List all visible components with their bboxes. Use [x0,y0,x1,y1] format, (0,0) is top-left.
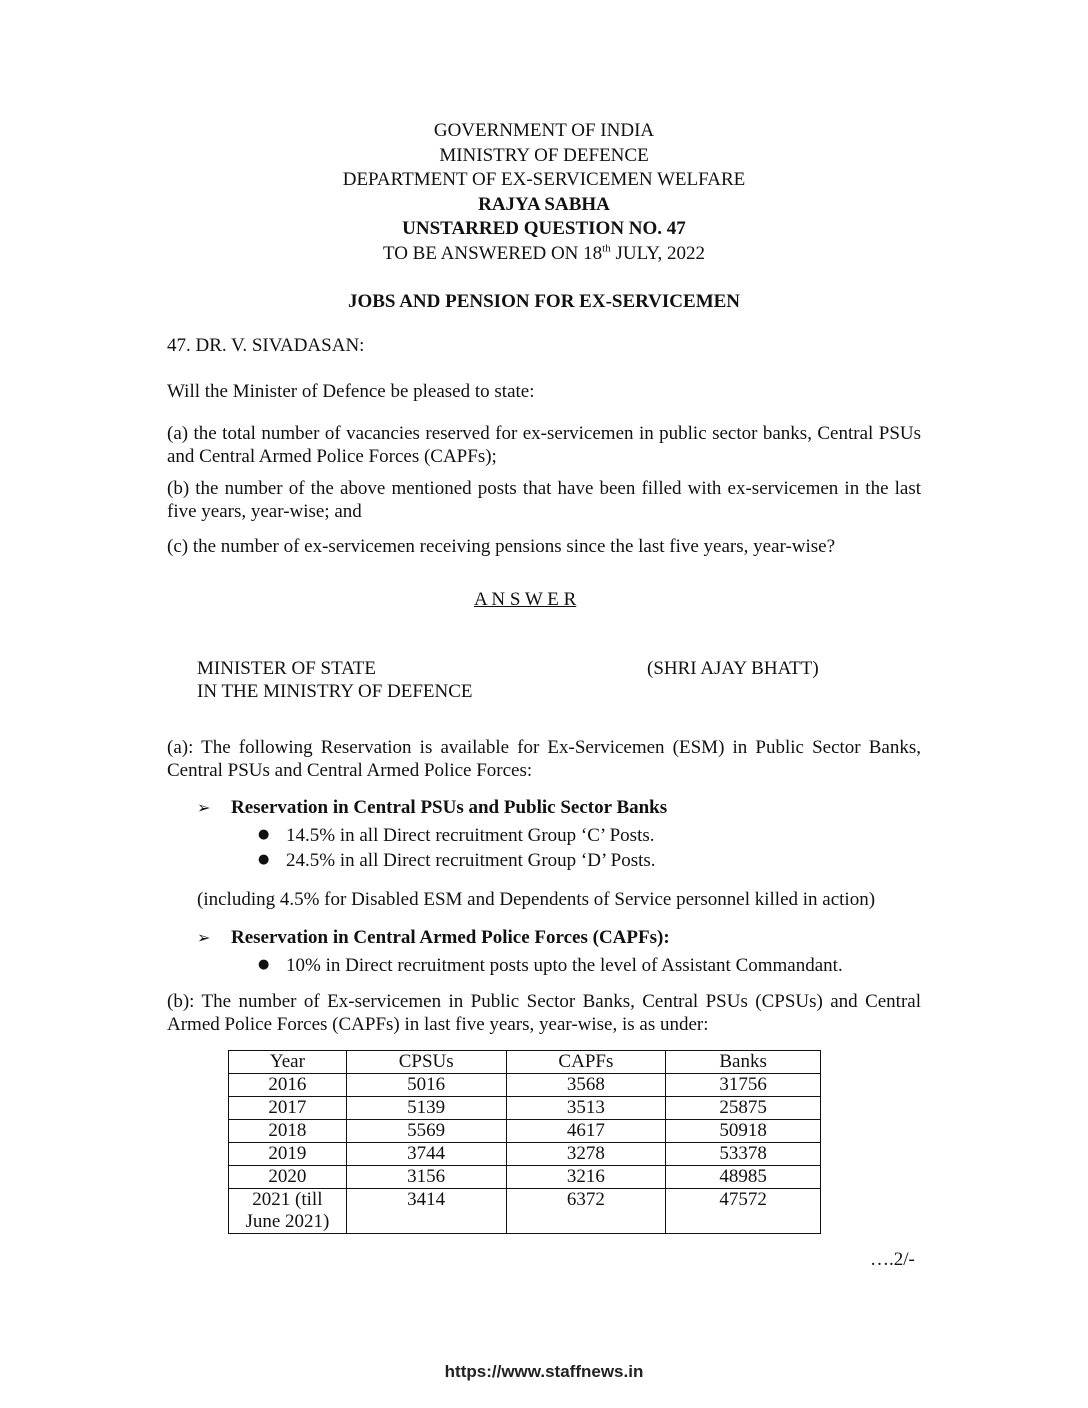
footer-url[interactable]: https://www.staffnews.in [444,1362,644,1381]
table-header-row [229,1051,821,1074]
table-cell-banks: 50918 [666,1120,821,1143]
table-cell-capfs: 6372 [506,1189,666,1234]
table-cell-capfs: 3568 [506,1074,666,1097]
section1-heading: ➢ Reservation in Central PSUs and Public Sector Banks [197,797,668,818]
table-cell-capfs: 4617 [506,1120,666,1143]
table-cell-banks: 48985 [666,1166,821,1189]
bullet-dot-icon: ● [258,957,270,972]
subject-title: JOBS AND PENSION FOR EX-SERVICEMEN [347,291,741,312]
header-answer-date: TO BE ANSWERED ON 18th JULY, 2022 [382,242,706,264]
table-row [229,1074,821,1097]
section1-bullet-1: 14.5% in all Direct recruitment Group ‘C’ Posts. [286,825,655,846]
table-row [229,1120,821,1143]
arrow-bullet-icon: ➢ [197,928,211,947]
document-header [0,119,1088,266]
table-cell-cpsus: 3744 [346,1143,506,1166]
question-part-c: (c) the number of ex-servicemen receiving pensions since the last five years, year-wise? [167,536,836,557]
table-cell-banks: 31756 [666,1074,821,1097]
table-cell-cpsus: 5139 [346,1097,506,1120]
table-row [229,1166,821,1189]
question-part-b: (b) the number of the above mentioned posts that have been filled with ex-servicemen in the last five years, year-wise; and [167,478,921,522]
header-question-number: UNSTARRED QUESTION NO. 47 [402,218,686,239]
table-cell-capfs: 3278 [506,1143,666,1166]
header-department: DEPARTMENT OF EX-SERVICEMEN WELFARE [342,169,746,190]
section1-note: (including 4.5% for Disabled ESM and Dependents of Service personnel killed in action) [197,889,876,910]
minister-title-line2: IN THE MINISTRY OF DEFENCE [197,681,473,702]
table-cell-banks: 53378 [666,1143,821,1166]
header-government: GOVERNMENT OF INDIA [433,120,655,141]
header-ministry: MINISTRY OF DEFENCE [439,144,649,166]
table-cell-year: 2019 [229,1143,347,1166]
table-header-cell: Year [229,1051,347,1074]
table-cell-year: 2017 [229,1097,347,1120]
table-cell-cpsus: 5569 [346,1120,506,1143]
table-header-cell: CPSUs [346,1051,506,1074]
table-cell-year: 2016 [229,1074,347,1097]
page-continuation: ….2/- [870,1249,915,1270]
answer-part-a-intro: (a): The following Reservation is available for Ex-Servicemen (ESM) in Public Sector Banks, Central PSUs and Central Armed Police Forces: [167,737,921,781]
arrow-bullet-icon: ➢ [197,798,211,817]
section2-bullet-1: 10% in Direct recruitment posts upto the level of Assistant Commandant. [286,955,843,976]
table-header-cell: Banks [666,1051,821,1074]
table-cell-cpsus: 5016 [346,1074,506,1097]
table-row [229,1189,821,1234]
header-house: RAJYA SABHA [478,193,610,215]
section2-heading: ➢ Reservation in Central Armed Police Forces (CAPFs): [197,927,670,948]
table-cell-capfs: 3513 [506,1097,666,1120]
table-cell-capfs: 3216 [506,1166,666,1189]
bullet-dot-icon: ● [258,852,270,867]
esm-employment-table [228,1050,821,1234]
table-header-cell: CAPFs [506,1051,666,1074]
table-cell-year: 2018 [229,1120,347,1143]
question-asker: 47. DR. V. SIVADASAN: [167,335,365,356]
bullet-dot-icon: ● [258,827,270,842]
question-intro: Will the Minister of Defence be pleased to state: [167,381,535,402]
table-cell-year: 2020 [229,1166,347,1189]
question-part-a: (a) the total number of vacancies reserved for ex-servicemen in public sector banks, Central PSUs and Central Armed Police Forces (CAPFs); [167,423,921,467]
table-cell-cpsus: 3414 [346,1189,506,1234]
table-cell-cpsus: 3156 [346,1166,506,1189]
table-cell-banks: 47572 [666,1189,821,1234]
section1-bullet-2: 24.5% in all Direct recruitment Group ‘D’ Posts. [286,850,656,871]
table-row [229,1143,821,1166]
answer-part-b-intro: (b): The number of Ex-servicemen in Public Sector Banks, Central PSUs (CPSUs) and Central Armed Police Forces (CAPFs) in last five years, year-wise, is as under: [167,991,921,1035]
answer-heading: A N S W E R [474,589,577,610]
table-cell-year: 2021 (till June 2021) [229,1189,347,1234]
table-row [229,1097,821,1120]
minister-title-line1: MINISTER OF STATE [197,658,376,679]
table-cell-banks: 25875 [666,1097,821,1120]
minister-name: (SHRI AJAY BHATT) [647,658,819,679]
